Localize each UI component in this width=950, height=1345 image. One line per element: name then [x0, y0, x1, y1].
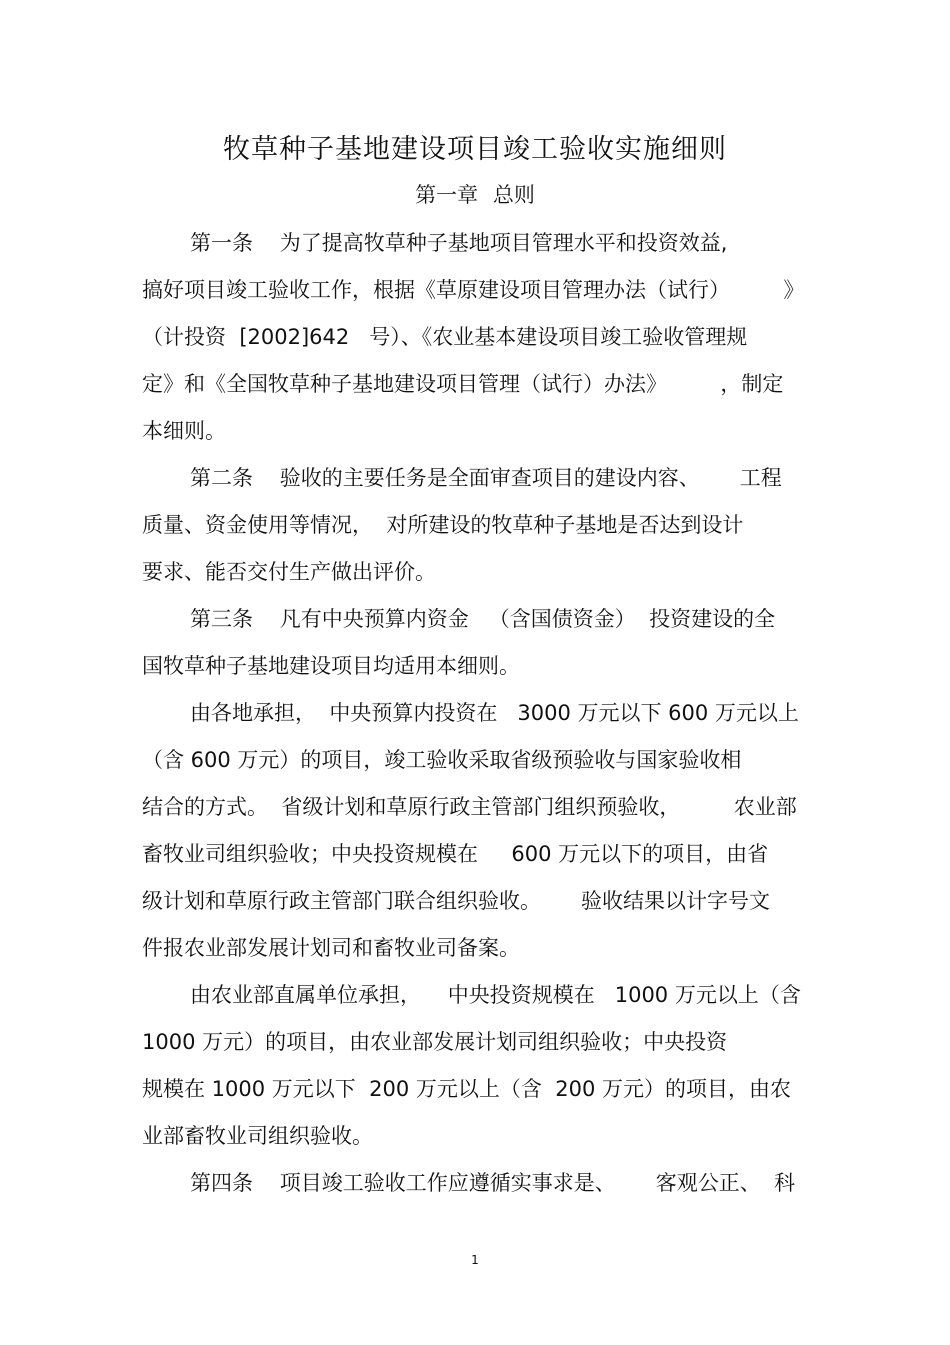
text-line: （含 600 万元）的项目，竣工验收采取省级预验收与国家验收相 — [142, 748, 742, 772]
text-line: 畜牧业司组织验收；中央投资规模在 600 万元以下的项目，由省 — [142, 842, 769, 866]
text-line: 定》和《全国牧草种子基地建设项目管理（试行）办法》 ，制定 — [142, 372, 784, 396]
local-projects-paragraph — [142, 695, 810, 977]
text-line: 要求、能否交付生产做出评价。 — [142, 560, 436, 584]
document-title: 牧草种子基地建设项目竣工验收实施细则 — [223, 134, 727, 165]
text-line: 件报农业部发展计划司和畜牧业司备案。 — [142, 936, 520, 960]
text-line: 级计划和草原行政主管部门联合组织验收。 验收结果以计字号文 — [142, 889, 771, 913]
article-4-paragraph — [142, 1165, 810, 1212]
article-1-paragraph — [142, 225, 810, 460]
chapter-heading: 第一章 总则 — [415, 183, 535, 207]
text-line: 业部畜牧业司组织验收。 — [142, 1124, 373, 1148]
text-line: 规模在 1000 万元以下 200 万元以上（含 200 万元）的项目，由农 — [142, 1077, 792, 1101]
text-line: 第三条 凡有中央预算内资金 （含国债资金） 投资建设的全 — [190, 607, 776, 631]
article-2-paragraph — [142, 460, 810, 601]
text-line: 结合的方式。 省级计划和草原行政主管部门组织预验收， 农业部 — [142, 795, 797, 819]
page-number: 1 — [471, 1253, 479, 1267]
text-line: 第一条 为了提高牧草种子基地项目管理水平和投资效益, — [190, 231, 728, 255]
text-line: 本细则。 — [142, 419, 226, 443]
text-line: 1000 万元）的项目，由农业部发展计划司组织验收；中央投资 — [142, 1030, 728, 1054]
text-line: （计投资 [2002]642 号）、《农业基本建设项目竣工验收管理规 — [142, 325, 748, 349]
article-3-paragraph — [142, 601, 810, 695]
text-line: 搞好项目竣工验收工作，根据《草原建设项目管理办法（试行） 》 — [142, 278, 805, 302]
text-line: 由农业部直属单位承担， 中央投资规模在 1000 万元以上（含 — [190, 983, 801, 1007]
text-line: 第二条 验收的主要任务是全面审查项目的建设内容、 工程 — [190, 466, 782, 490]
text-line: 国牧草种子基地建设项目均适用本细则。 — [142, 654, 520, 678]
document-body — [142, 225, 810, 1212]
text-line: 质量、资金使用等情况， 对所建设的牧草种子基地是否达到设计 — [142, 513, 744, 537]
ministry-projects-paragraph — [142, 977, 810, 1165]
text-line: 由各地承担， 中央预算内投资在 3000 万元以下 600 万元以上 — [190, 701, 799, 725]
text-line: 第四条 项目竣工验收工作应遵循实事求是、 客观公正、 科 — [190, 1171, 796, 1195]
